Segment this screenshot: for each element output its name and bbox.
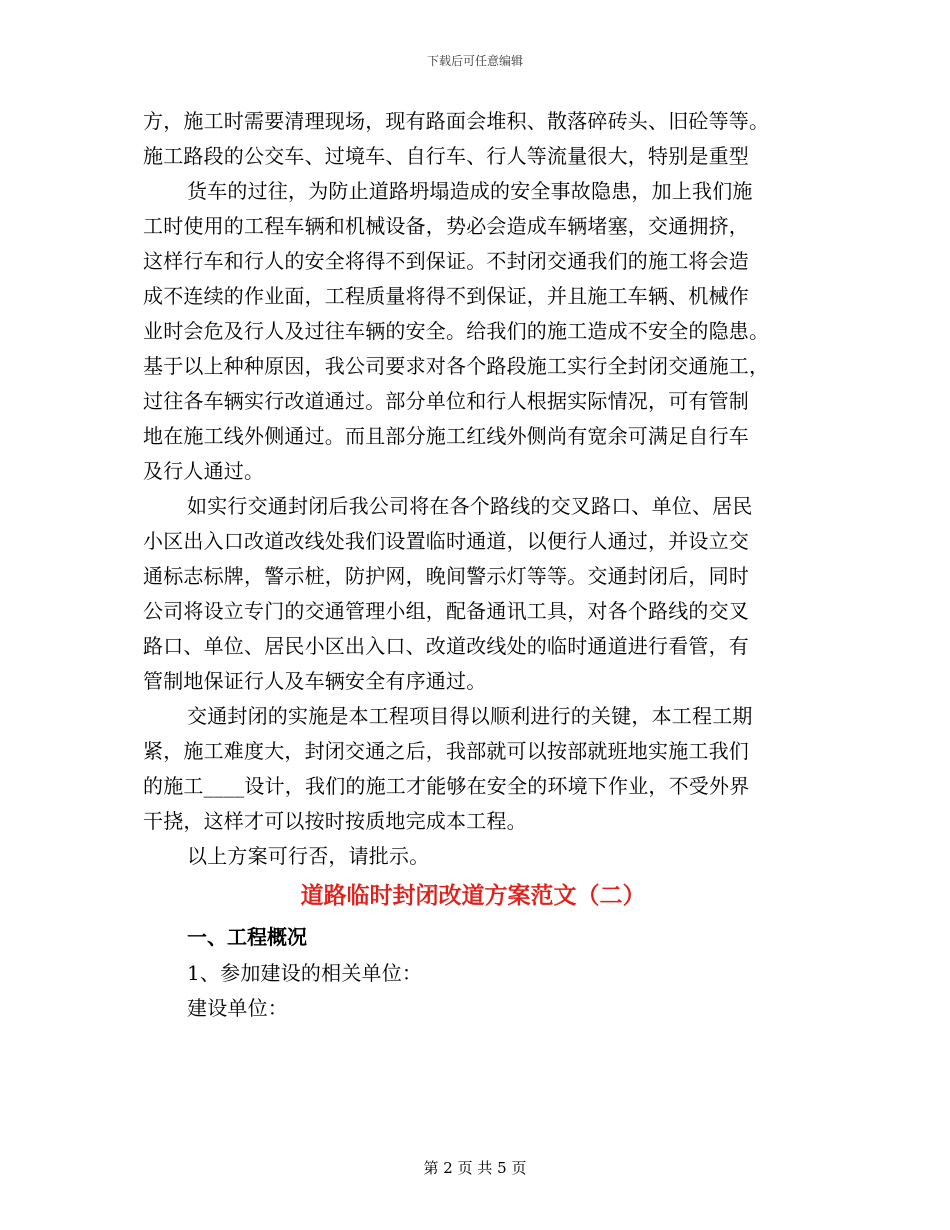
page-header-note: 下载后可任意编辑	[426, 54, 523, 68]
text-line: 这样行车和行人的安全将得不到保证。不封闭交通我们的施工将会造	[143, 249, 749, 273]
text-line: 过往各车辆实行改道通过。部分单位和行人根据实际情况，可有管制	[143, 389, 749, 413]
text-line: 如实行交通封闭后我公司将在各个路线的交叉路口、单位、居民	[187, 494, 753, 518]
text-line: 成不连续的作业面，工程质量将得不到保证，并且施工车辆、机械作	[143, 284, 749, 308]
text-line: 交通封闭的实施是本工程项目得以顺利进行的关键，本工程工期	[187, 704, 753, 728]
text-line: 货车的过往，为防止道路坍塌造成的安全事故隐患，加上我们施	[187, 179, 753, 203]
text-line: 公司将设立专门的交通管理小组，配备通讯工具，对各个路线的交叉	[143, 599, 749, 623]
text-line: 路口、单位、居民小区出入口、改道改线处的临时通道进行看管，有	[143, 634, 749, 658]
text-line: 业时会危及行人及过往车辆的安全。给我们的施工造成不安全的隐患。	[143, 319, 770, 343]
section-title: 道路临时封闭改道方案范文（二）	[300, 882, 646, 909]
text-line: 紧，施工难度大，封闭交通之后，我部就可以按部就班地实施工我们	[143, 739, 749, 763]
text-line: 及行人通过。	[143, 459, 265, 483]
text-line: 方，施工时需要清理现场，现有路面会堆积、散落碎砖头、旧砼等等。	[143, 109, 770, 133]
text-line: 干挠，这样才可以按时按质地完成本工程。	[143, 809, 527, 833]
text-line: 施工路段的公交车、过境车、自行车、行人等流量很大，特别是重型	[143, 144, 749, 168]
section-item: 建设单位：	[187, 996, 288, 1020]
text-line: 工时使用的工程车辆和机械设备，势必会造成车辆堵塞，交通拥挤，	[143, 214, 749, 238]
text-line: 管制地保证行人及车辆安全有序通过。	[143, 669, 487, 693]
text-line: 以上方案可行否，请批示。	[187, 844, 430, 868]
text-line: 地在施工线外侧通过。而且部分施工红线外侧尚有宽余可满足自行车	[143, 424, 749, 448]
text-line: 的施工____设计，我们的施工才能够在安全的环境下作业，不受外界	[143, 774, 750, 798]
text-line: 小区出入口改道改线处我们设置临时通道，以便行人通过，并设立交	[143, 529, 749, 553]
section-heading: 一、工程概况	[187, 925, 307, 949]
body-paragraphs	[143, 104, 803, 874]
text-line: 基于以上种种原因，我公司要求对各个路段施工实行全封闭交通施工，	[143, 354, 770, 378]
document-body	[143, 104, 803, 1026]
page-number: 第 2 页 共 5 页	[423, 1159, 527, 1177]
text-line: 通标志标牌，警示桩，防护网，晚间警示灯等等。交通封闭后，同时	[143, 564, 749, 588]
section-item: 1、参加建设的相关单位：	[187, 961, 423, 985]
